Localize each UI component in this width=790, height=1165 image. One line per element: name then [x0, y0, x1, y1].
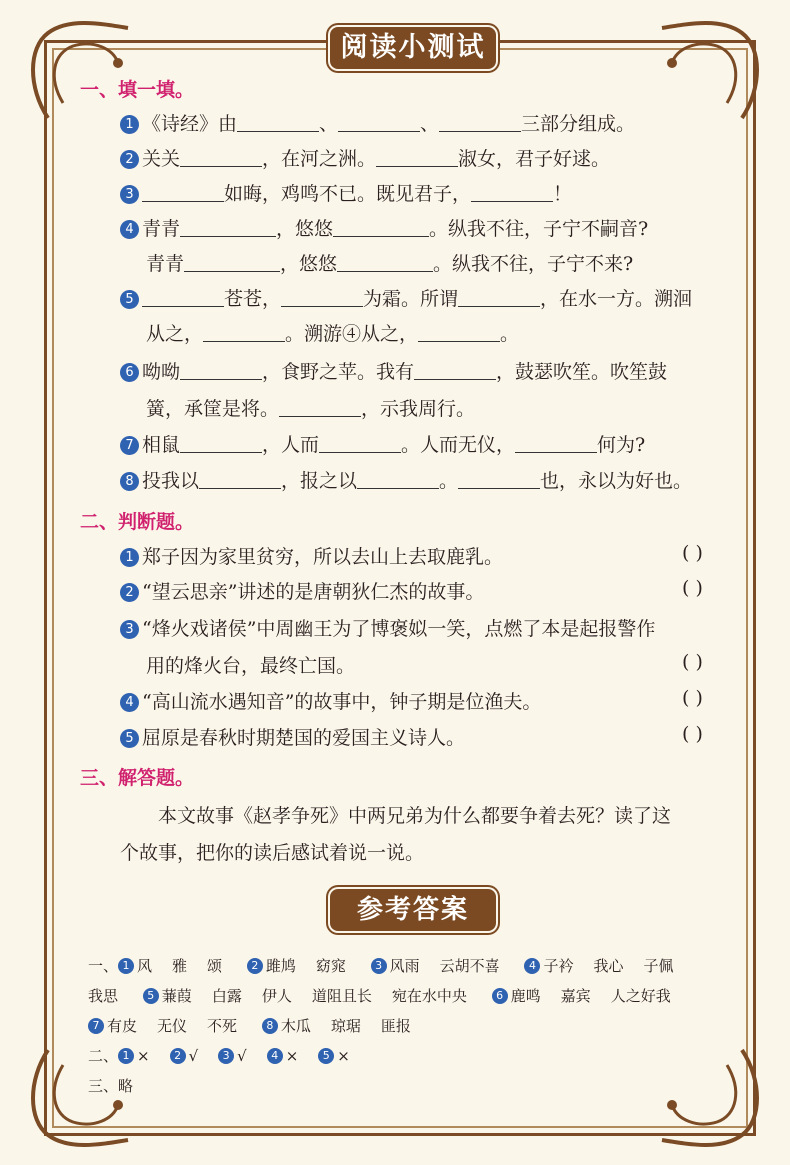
fill-item-1: 1 《诗经》由 、 、 三部分组成。 — [120, 109, 635, 136]
number-badge: 3 — [120, 620, 139, 639]
answer-line-2: 我思 5 蒹葭 白露 伊人 道阻且长 宛在水中央 6 鹿鸣 嘉宾 人之好我 — [88, 987, 671, 1005]
number-badge: 8 — [120, 472, 139, 491]
number-badge: 5 — [120, 290, 139, 309]
fill-item-5-cont: 从之， 。溯游④从之， 。 — [146, 323, 520, 345]
number-badge: 4 — [120, 693, 139, 712]
section-fill-heading: 一、填一填。 — [80, 79, 195, 101]
judge-item-4: 4 “高山流水遇知音”的故事中，钟子期是位渔夫。 — [120, 687, 541, 714]
number-badge: 4 — [120, 220, 139, 239]
fill-item-6: 6 呦呦 ，食野之苹。我有 ，鼓瑟吹笙。吹笙鼓 — [120, 357, 667, 384]
fill-item-4: 4 青青 ，悠悠 。纵我不往，子宁不嗣音? — [120, 214, 648, 241]
judge-item-1: 1 郑子因为家里贫穷，所以去山上去取鹿乳。 — [120, 542, 503, 569]
number-badge: 3 — [120, 185, 139, 204]
question-text-line-2: 个故事，把你的读后感试着说一说。 — [120, 842, 425, 864]
answer-line-3: 7 有皮 无仪 不死 8 木瓜 琼琚 匪报 — [88, 1015, 411, 1036]
answer-paren-1[interactable]: ( ) — [682, 542, 703, 564]
fill-item-4-cont: 青青 ，悠悠 。纵我不往，子宁不来? — [146, 253, 634, 275]
answer-paren-5[interactable]: ( ) — [682, 723, 703, 745]
judge-item-2: 2 “望云思亲”讲述的是唐朝狄仁杰的故事。 — [120, 577, 484, 604]
page-title: 阅读小测试 — [330, 27, 496, 69]
judge-item-3: 3 “烽火戏诸侯”中周幽王为了博褒姒一笑，点燃了本是起报警作 — [120, 614, 655, 641]
fill-item-2: 2 关关 ，在河之洲。 淑女，君子好逑。 — [120, 144, 610, 171]
fill-item-3: 3 如晦，鸡鸣不已。既见君子， ！ — [120, 179, 572, 206]
judge-item-3-cont: 用的烽火台，最终亡国。 — [146, 655, 356, 677]
corner-ornament-bottom-right — [652, 1040, 772, 1160]
corner-ornament-top-right — [652, 8, 772, 128]
answer-line-1: 一、 1 风 雅 颂 2 雎鸠 窈窕 3 风雨 云胡不喜 4 子衿 我心 子佩 — [88, 957, 674, 975]
fill-item-7: 7 相鼠 ，人而 。人而无仪， 何为? — [120, 430, 645, 457]
number-badge: 2 — [120, 150, 139, 169]
answer-key-title: 参考答案 — [330, 889, 496, 931]
number-badge: 7 — [120, 436, 139, 455]
judge-item-5: 5 屈原是春秋时期楚国的爱国主义诗人。 — [120, 723, 465, 750]
question-text-line-1: 本文故事《赵孝争死》中两兄弟为什么都要争着去死？读了这 — [158, 805, 672, 827]
section-judge-heading: 二、判断题。 — [80, 511, 195, 533]
number-badge: 2 — [120, 583, 139, 602]
fill-item-6-cont: 簧，承筐是将。 ，示我周行。 — [146, 398, 476, 420]
section-answer-heading: 三、解答题。 — [80, 767, 195, 789]
answer-line-5: 三、略 — [88, 1077, 134, 1095]
number-badge: 1 — [120, 548, 139, 567]
number-badge: 5 — [120, 729, 139, 748]
number-badge: 1 — [120, 115, 139, 134]
answer-paren-3[interactable]: ( ) — [682, 651, 703, 673]
number-badge: 6 — [120, 363, 139, 382]
answer-line-4: 二、 1 × 2 √ 3 √ 4 × 5 × — [88, 1047, 350, 1065]
fill-item-8: 8 投我以 ，报之以 。 也，永以为好也。 — [120, 466, 692, 493]
answer-paren-4[interactable]: ( ) — [682, 687, 703, 709]
fill-item-5: 5 苍苍， 为霜。所谓 ，在水一方。溯洄 — [120, 284, 692, 311]
answer-paren-2[interactable]: ( ) — [682, 577, 703, 599]
